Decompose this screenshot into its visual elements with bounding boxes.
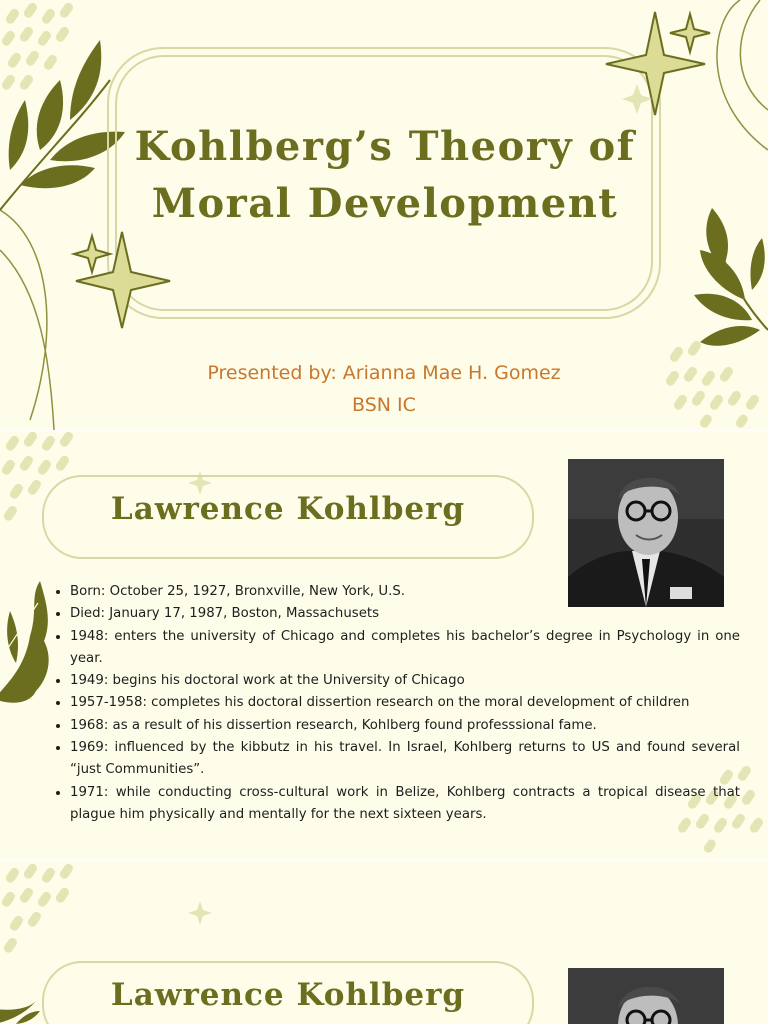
portrait-photo bbox=[568, 968, 724, 1024]
list-item: • 1949: begins his doctoral work at the University of Chicago bbox=[70, 670, 740, 692]
dot-pattern-top-left bbox=[0, 1, 75, 91]
list-item: • 1968: as a result of his dissertion research, Kohlberg found professsional fame. bbox=[70, 715, 740, 737]
list-item: • 1971: while conducting cross-cultural work in Belize, Kohlberg contracts a tropical disease that plague him physically and mentally for the next sixteen years. bbox=[70, 782, 740, 827]
small-star-icon bbox=[622, 84, 652, 114]
list-item: • Died: January 17, 1987, Boston, Massachusets bbox=[70, 603, 740, 625]
presentation-title: Kohlberg’s Theory of Moral Development bbox=[134, 123, 636, 227]
dot-pattern-top-left bbox=[0, 862, 75, 954]
list-item: • Born: October 25, 1927, Bronxville, New York, U.S. bbox=[70, 581, 740, 603]
cover-page bbox=[0, 0, 768, 430]
biography-page bbox=[0, 431, 768, 860]
list-item: • 1957-1958: completes his doctoral dissertion research on the moral development of children bbox=[70, 692, 740, 714]
presenter-section: BSN IC bbox=[352, 394, 416, 416]
next-heading: Lawrence Kohlberg bbox=[110, 977, 466, 1013]
presenter-block bbox=[0, 357, 768, 421]
list-item: • 1948: enters the university of Chicago and completes his bachelor’s degree in Psychology in one year. bbox=[70, 626, 740, 671]
oak-leaf-icon bbox=[0, 581, 49, 703]
presenter-name: Presented by: Arianna Mae H. Gomez bbox=[207, 362, 561, 384]
sparkle-icon bbox=[188, 901, 212, 925]
bio-heading: Lawrence Kohlberg bbox=[110, 491, 466, 527]
oak-leaf-icon bbox=[0, 1001, 40, 1024]
next-page bbox=[0, 861, 768, 1024]
leaf-branch-right-icon bbox=[694, 208, 768, 346]
bio-facts-list bbox=[56, 581, 740, 826]
portrait-image bbox=[568, 968, 724, 1024]
list-item: • 1969: influenced by the kibbutz in his travel. In Israel, Kohlberg returns to US and found several “just Communities”. bbox=[70, 737, 740, 782]
